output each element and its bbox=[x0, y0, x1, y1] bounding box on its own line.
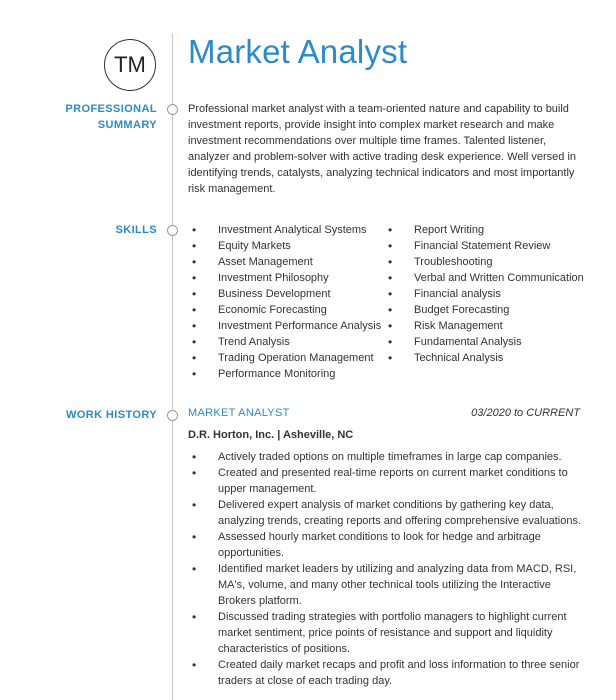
company-location: D.R. Horton, Inc. | Asheville, NC bbox=[188, 429, 354, 441]
summary-label-line1: PROFESSIONAL bbox=[65, 103, 157, 115]
skill-item: • Troubleshooting bbox=[384, 254, 584, 270]
skill-item: • Performance Monitoring bbox=[188, 366, 381, 382]
job-title: MARKET ANALYST bbox=[188, 407, 290, 419]
work-bullet: • Created daily market recaps and profit and loss information to three senior traders at close of each trading day. bbox=[188, 657, 588, 689]
skills-section-label: SKILLS bbox=[115, 224, 157, 236]
timeline-line bbox=[172, 33, 173, 700]
skill-item: • Economic Forecasting bbox=[188, 302, 381, 318]
skill-item: • Verbal and Written Communication bbox=[384, 270, 584, 286]
work-section-label: WORK HISTORY bbox=[66, 409, 157, 421]
summary-text: Professional market analyst with a team-oriented nature and capability to build investment reports, provide insight into complex market research and make investment recommendations over multiple time frames. Talented listener, analyzer and problem-solver with active trading desk experience. Well versed in identifying trends, catalysts, analyzing technical indicators and most importantly risk management. bbox=[188, 103, 577, 195]
skill-item: • Asset Management bbox=[188, 254, 381, 270]
work-timeline-dot bbox=[167, 410, 178, 421]
skill-item: • Equity Markets bbox=[188, 238, 381, 254]
skill-item: • Risk Management bbox=[384, 318, 584, 334]
skills-timeline-dot bbox=[167, 225, 178, 236]
skill-item: • Budget Forecasting bbox=[384, 302, 584, 318]
summary-label-line2: SUMMARY bbox=[97, 119, 157, 131]
skills-list-right bbox=[384, 222, 584, 366]
skill-item: • Trading Operation Management bbox=[188, 350, 381, 366]
work-bullet: • Assessed hourly market conditions to look for hedge and arbitrage opportunities. bbox=[188, 529, 588, 561]
skill-item: • Technical Analysis bbox=[384, 350, 584, 366]
work-bullet: • Delivered expert analysis of market conditions by gathering key data, analyzing trends, creating reports and offering comprehensive evaluations. bbox=[188, 497, 588, 529]
job-dates: 03/2020 to CURRENT bbox=[471, 407, 580, 419]
skill-item: • Financial Statement Review bbox=[384, 238, 584, 254]
monogram-badge bbox=[104, 39, 156, 91]
skill-item: • Business Development bbox=[188, 286, 381, 302]
work-bullet: • Actively traded options on multiple timeframes in large cap companies. bbox=[188, 449, 588, 465]
skills-list-left bbox=[188, 222, 381, 382]
skill-item: • Investment Performance Analysis bbox=[188, 318, 381, 334]
summary-section-label bbox=[65, 101, 157, 133]
summary-timeline-dot bbox=[167, 104, 178, 115]
initials: TM bbox=[114, 52, 146, 77]
work-bullet: • Created and presented real-time reports on current market conditions to upper management. bbox=[188, 465, 588, 497]
skill-item: • Financial analysis bbox=[384, 286, 584, 302]
work-bullet: • Identified market leaders by utilizing and analyzing data from MACD, RSI, MA's, volume, and many other technical tools utilizing the Interactive Brokers platform. bbox=[188, 561, 588, 609]
skill-item: • Report Writing bbox=[384, 222, 584, 238]
work-bullet-list bbox=[188, 449, 588, 689]
skill-item: • Investment Philosophy bbox=[188, 270, 381, 286]
skill-item: • Trend Analysis bbox=[188, 334, 381, 350]
skill-item: • Investment Analytical Systems bbox=[188, 222, 381, 238]
skill-item: • Fundamental Analysis bbox=[384, 334, 584, 350]
work-bullet: • Discussed trading strategies with portfolio managers to highlight current market sentiment, price points of resistance and support and liquidity characteristics of positions. bbox=[188, 609, 588, 657]
resume-name: Market Analyst bbox=[188, 33, 408, 70]
